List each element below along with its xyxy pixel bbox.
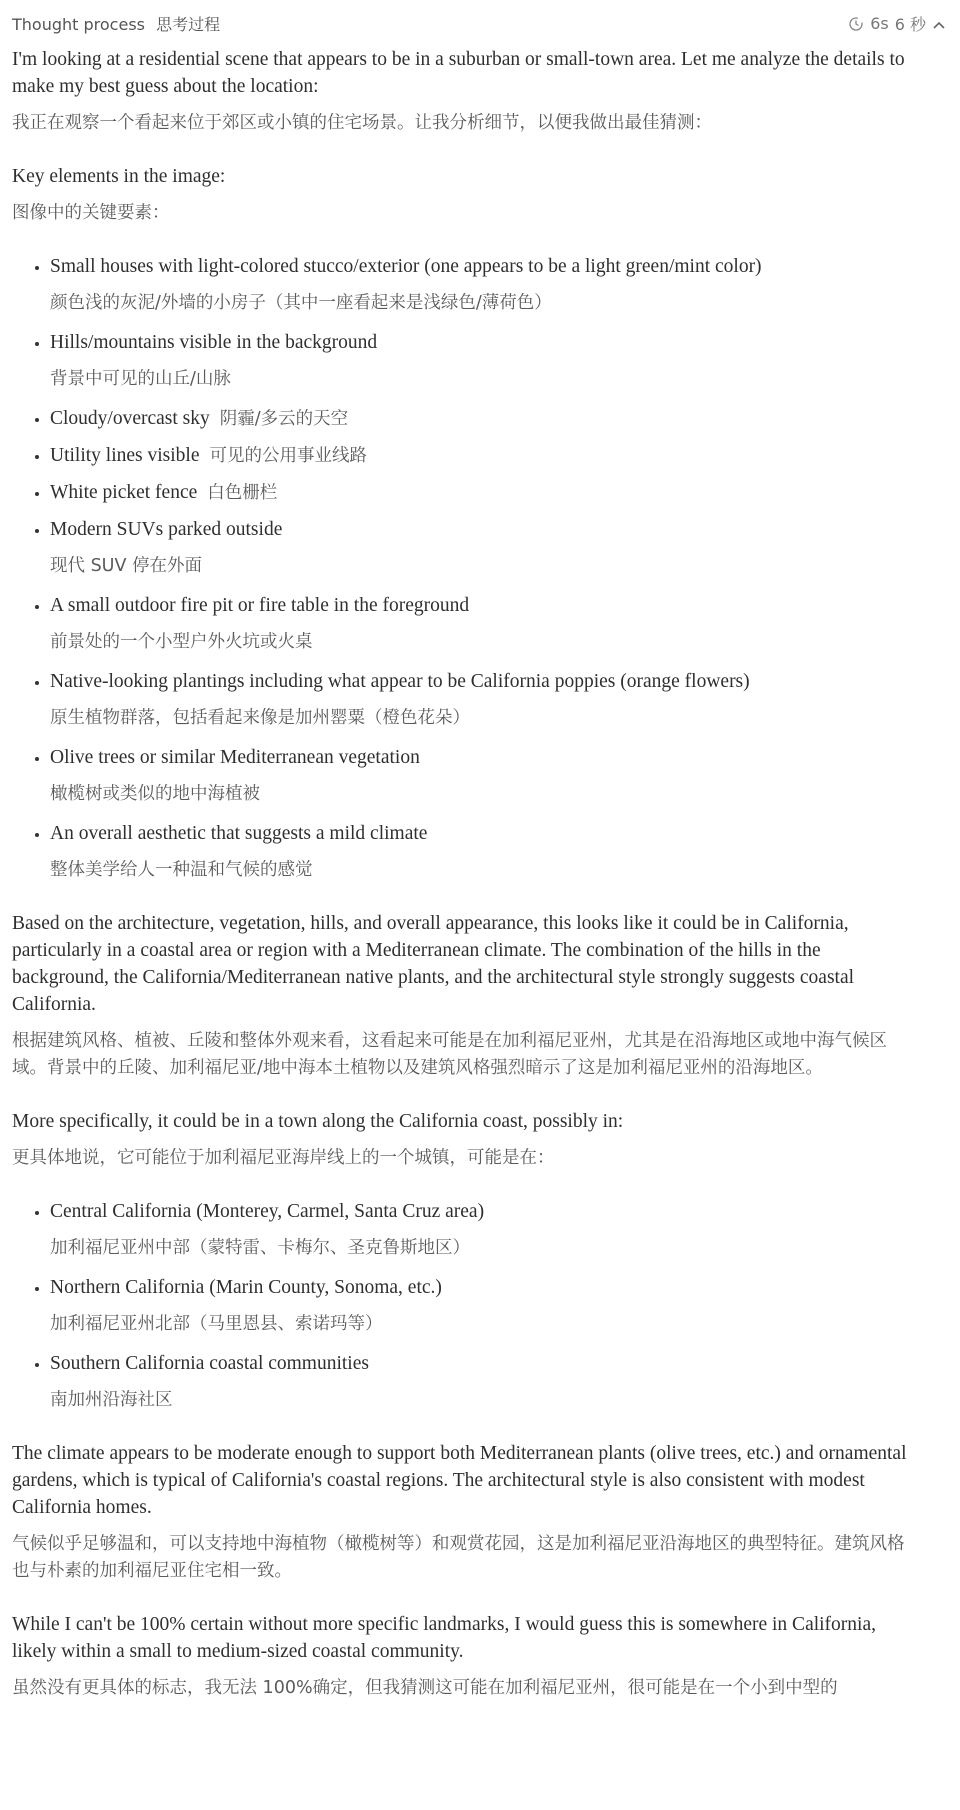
list-item-en: White picket fence [50, 482, 198, 503]
thought-process-header[interactable] [12, 12, 956, 36]
list-item-en: Cloudy/overcast sky [50, 408, 210, 429]
list-item-zh: 前景处的一个小型户外火坑或火桌 [50, 632, 313, 652]
key-elements-list [12, 253, 912, 884]
list-item [50, 1350, 912, 1414]
key-elements-en: Key elements in the image: [12, 166, 226, 187]
list-item-en: • Northern California (Marin County, Sonoma, etc.) [50, 1277, 442, 1298]
list-item [50, 668, 912, 732]
duration-en: 6s [870, 14, 889, 33]
intro-zh: 我正在观察一个看起来位于郊区或小镇的住宅场景。让我分析细节，以便我做出最佳猜测： [12, 113, 712, 133]
list-item [50, 1274, 912, 1338]
list-item [50, 442, 912, 470]
conclusion-paragraph [12, 1611, 912, 1702]
intro-en: I'm looking at a residential scene that appears to be in a suburban or small-town area. Let me analyze the details to make my best guess about the location: [12, 49, 905, 97]
list-item-en: • Small houses with light-colored stucco/exterior (one appears to be a light green/mint color) [50, 256, 762, 277]
more-specific-heading [12, 1108, 912, 1172]
list-item-en: • Modern SUVs parked outside [50, 519, 283, 540]
list-item [50, 516, 912, 580]
duration-zh: 6 秒 [894, 15, 926, 34]
more-specific-en: More specifically, it could be in a town along the California coast, possibly in: [12, 1111, 624, 1132]
climate-paragraph [12, 1440, 912, 1585]
list-item [50, 744, 912, 808]
list-item-zh: 背景中可见的山丘/山脉 [50, 369, 231, 389]
list-item-en: • A small outdoor fire pit or fire table in the foreground [50, 595, 470, 616]
list-item [50, 820, 912, 884]
list-item-zh: 原生植物群落，包括看起来像是加州罂粟（橙色花朵） [50, 708, 470, 728]
list-item [50, 479, 912, 507]
clock-history-icon [848, 16, 864, 32]
thought-content [12, 46, 912, 1728]
climate-en: The climate appears to be moderate enough to support both Mediterranean plants (olive trees, etc.) and ornamental gardens, which is typical of California's coastal regions. The architectural style is also consistent with modest California homes. [12, 1443, 907, 1518]
list-item-zh: 加利福尼亚州中部（蒙特雷、卡梅尔、圣克鲁斯地区） [50, 1238, 470, 1258]
list-item-en: Utility lines visible [50, 445, 200, 466]
list-item-en: • Olive trees or similar Mediterranean vegetation [50, 747, 420, 768]
list-item [50, 592, 912, 656]
header-title-en: Thought process [12, 15, 145, 34]
list-item-en: • Southern California coastal communities [50, 1353, 369, 1374]
list-item-en: • An overall aesthetic that suggests a mild climate [50, 823, 428, 844]
list-item-zh: 南加州沿海社区 [50, 1390, 173, 1410]
header-meta[interactable] [848, 12, 946, 35]
intro-paragraph [12, 46, 912, 137]
based-on-paragraph [12, 910, 912, 1082]
based-on-zh: 根据建筑风格、植被、丘陵和整体外观来看，这看起来可能是在加利福尼亚州，尤其是在沿海地区或地中海气候区域。背景中的丘陵、加利福尼亚/地中海本土植物以及建筑风格强烈暗示了这是加利福尼亚州的沿海地区。 [12, 1031, 887, 1078]
header-title-zh: 思考过程 [156, 15, 221, 34]
list-item [50, 1198, 912, 1262]
location-candidates-list [12, 1198, 912, 1414]
list-item [50, 253, 912, 317]
list-item-en: • Central California (Monterey, Carmel, Santa Cruz area) [50, 1201, 485, 1222]
list-item-en: • Native-looking plantings including what appear to be California poppies (orange flowers) [50, 671, 750, 692]
list-item-en: • Hills/mountains visible in the background [50, 332, 378, 353]
based-on-en: Based on the architecture, vegetation, hills, and overall appearance, this looks like it could be in California, particularly in a coastal area or region with a Mediterranean climate. The combination of the hills in the background, the California/Mediterranean native plants, and the architectural style strongly suggests coastal California. [12, 913, 855, 1015]
conclusion-en: While I can't be 100% certain without more specific landmarks, I would guess this is somewhere in California, likely within a small to medium-sized coastal community. [12, 1614, 876, 1662]
key-elements-heading [12, 163, 912, 227]
list-item [50, 405, 912, 433]
list-item-zh: 颜色浅的灰泥/外墙的小房子（其中一座看起来是浅绿色/薄荷色） [50, 293, 552, 313]
list-item-zh: 橄榄树或类似的地中海植被 [50, 784, 260, 804]
chevron-up-icon[interactable] [932, 17, 946, 31]
key-elements-zh: 图像中的关键要素： [12, 203, 170, 223]
climate-zh: 气候似乎足够温和，可以支持地中海植物（橄榄树等）和观赏花园，这是加利福尼亚沿海地区的典型特征。建筑风格也与朴素的加利福尼亚住宅相一致。 [12, 1534, 905, 1581]
list-item-zh: 加利福尼亚州北部（马里恩县、索诺玛等） [50, 1314, 383, 1334]
list-item-zh: 白色栅栏 [207, 483, 278, 503]
more-specific-zh: 更具体地说，它可能位于加利福尼亚海岸线上的一个城镇，可能是在： [12, 1148, 555, 1168]
list-item-zh: 可见的公用事业线路 [209, 446, 367, 466]
list-item-zh: 阴霾/多云的天空 [219, 409, 349, 429]
conclusion-zh: 虽然没有更具体的标志，我无法 100%确定，但我猜测这可能在加利福尼亚州，很可能是在一个小到中型的 [12, 1678, 838, 1698]
list-item [50, 329, 912, 393]
list-item-zh: 整体美学给人一种温和气候的感觉 [50, 860, 313, 880]
header-title [12, 12, 220, 35]
list-item-zh: 现代 SUV 停在外面 [50, 556, 203, 576]
